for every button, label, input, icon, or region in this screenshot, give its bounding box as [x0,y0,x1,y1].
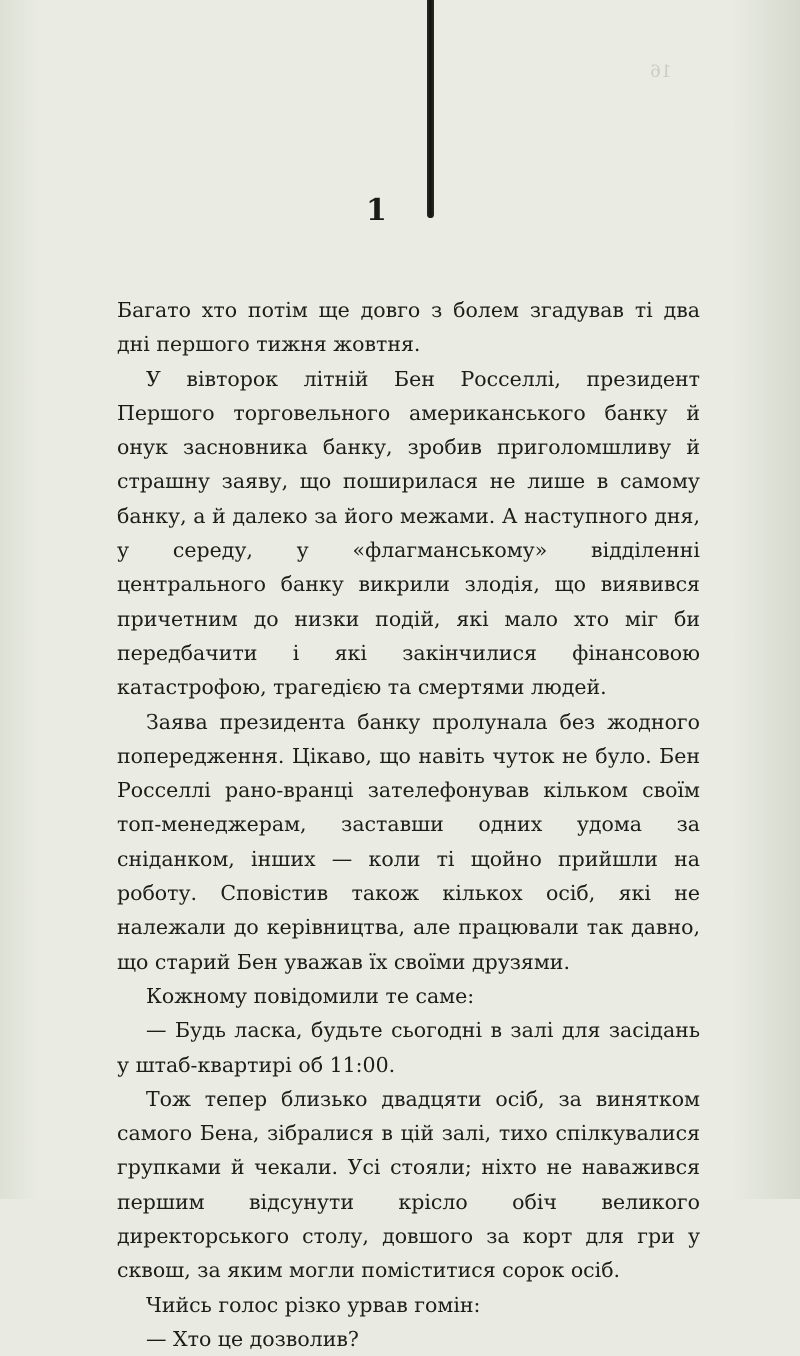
paragraph-3: Заява президента банку пролунала без жодного попередження. Цікаво, що навіть чуток не було. Бен Росселлі рано-вранці зателефонував кільком своїм топ-менеджерам, заставши одних удома за сніданком, інших — коли ті щойно прийшли на роботу. Сповістив також кількох осіб, які не належали до керівництва, але працювали так давно, що старий Бен уважав їх своїми друзями. [117,709,700,974]
chapter-number: 1 [366,193,387,228]
body-text [117,293,700,1356]
paragraph-1: Багато хто потім ще довго з болем згадував ті два дні першого тижня жовтня. [117,298,700,357]
paragraph-6: Чийсь голос різко урвав гомін: [146,1292,481,1317]
dialogue-line-1: — Будь ласка, будьте сьогодні в залі для засідань у штаб-квартирі об 11:00. [117,1018,700,1077]
chapter-bookmark-bar [427,0,434,218]
paragraph-2: У вівторок літній Бен Росселлі, президент Першого торговельного американського банку й онук засновника банку, зробив приголомшливу й страшну заяву, що поширилася не лише в самому банку, а й далеко за його межами. А наступного дня, у середу, у «флагманському» відділенні центрального банку викрили злодія, що виявився причетним до низки подій, які мало хто міг би передбачити і які закінчилися фінансовою катастрофою, трагедією та смертями людей. [117,366,700,700]
paragraph-4: Кожному повідомили те саме: [146,983,475,1008]
paragraph-5: Тож тепер близько двадцяти осіб, за винятком самого Бена, зібралися в цій залі, тихо спілкувалися групками й чекали. Усі стояли; ніхто не наважився першим відсунути крісло обіч великого директорського столу, довшого за корт для гри у сквош, за яким могли поміститися сорок осіб. [117,1086,700,1283]
dialogue-line-2: — Хто це дозволив? [146,1326,359,1351]
show-through-page-number: 16 [650,62,672,82]
